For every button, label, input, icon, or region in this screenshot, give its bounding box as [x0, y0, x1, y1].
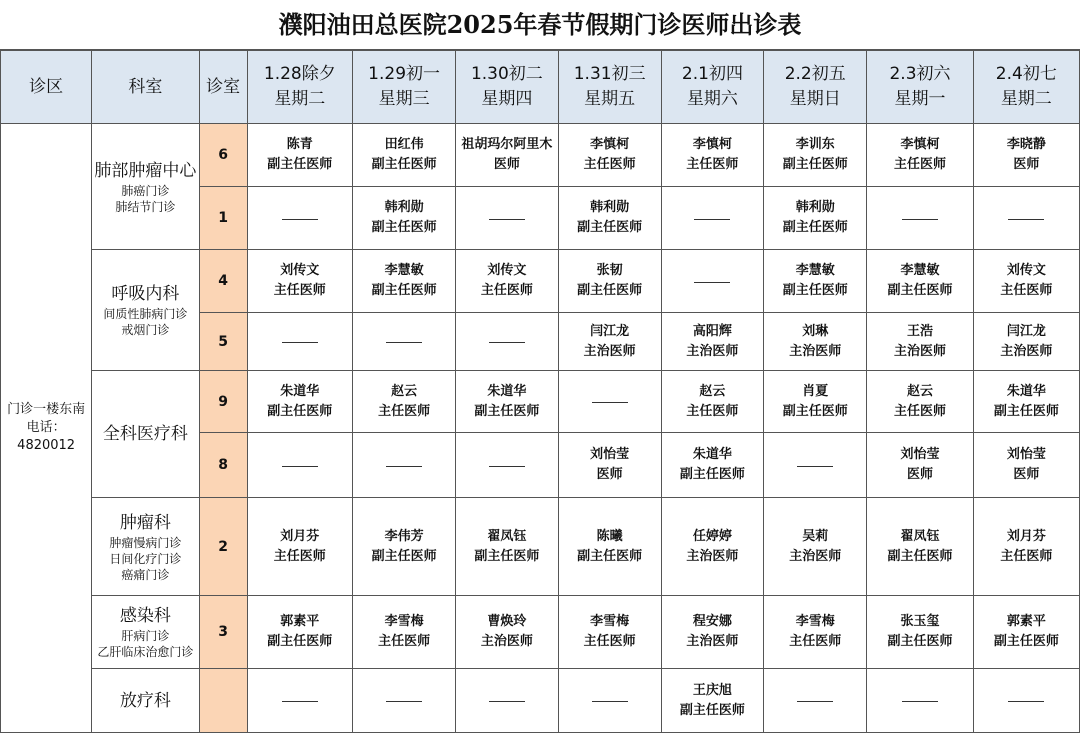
doctor-cell	[352, 371, 455, 433]
doctor-cell	[973, 124, 1079, 187]
header-day-date: 2.1初四	[681, 64, 743, 84]
doctor-title: 主治医师	[686, 343, 739, 359]
header-room: 诊室	[199, 51, 247, 124]
doctor-title: 主治医师	[789, 548, 842, 564]
doctor-cell	[456, 371, 558, 433]
doctor-name: 曹焕玲	[487, 614, 527, 629]
header-day	[352, 51, 455, 124]
doctor-cell	[764, 124, 867, 187]
doctor-cell	[558, 498, 661, 596]
doctor-title: 医师	[493, 157, 520, 172]
room-cell: 5	[199, 313, 247, 371]
doctor-title: 主任医师	[273, 283, 326, 298]
doctor-title: 医师	[906, 467, 933, 482]
doctor-name: 翟凤钰	[900, 528, 940, 544]
dept-subclinic: 戒烟门诊	[121, 323, 170, 337]
doctor-cell	[867, 596, 973, 669]
doctor-title: 主治医师	[789, 343, 842, 359]
doctor-name: 王浩	[906, 323, 933, 339]
room-cell	[199, 669, 247, 733]
doctor-cell	[352, 596, 455, 669]
header-day-date: 2.2初五	[784, 64, 846, 84]
doctor-cell	[764, 187, 867, 250]
doctor-cell	[558, 187, 661, 250]
doctor-cell	[867, 124, 973, 187]
header-day-weekday: 星期一	[894, 89, 946, 109]
doctor-cell	[247, 187, 352, 250]
header-day	[247, 51, 352, 124]
doctor-title: 副主任医师	[267, 157, 333, 172]
doctor-title: 主任医师	[1000, 548, 1053, 564]
doctor-name: 李训东	[795, 137, 835, 152]
doctor-name: 王庆旭	[692, 682, 732, 698]
doctor-title: 主任医师	[273, 548, 326, 564]
empty-dash	[386, 466, 422, 467]
doctor-name: 李慧敏	[384, 263, 424, 278]
doctor-cell	[247, 498, 352, 596]
doctor-name: 韩利勋	[590, 200, 630, 215]
doctor-name: 刘怡莹	[900, 447, 940, 462]
doctor-cell	[558, 124, 661, 187]
header-row	[1, 51, 1080, 124]
doctor-name: 郭素平	[1006, 614, 1046, 629]
dept-subclinic: 肝病门诊	[121, 629, 170, 643]
doctor-name: 朱道华	[692, 447, 732, 462]
empty-dash	[282, 466, 318, 467]
doctor-cell	[456, 498, 558, 596]
doctor-name: 翟凤钰	[487, 528, 527, 544]
doctor-name: 闫江龙	[590, 323, 630, 339]
doctor-cell	[456, 124, 558, 187]
doctor-cell	[764, 596, 867, 669]
doctor-cell	[973, 187, 1079, 250]
dept-subclinic: 间质性肺病门诊	[103, 307, 188, 321]
empty-dash	[489, 219, 525, 220]
doctor-cell	[661, 498, 763, 596]
page-title: 濮阳油田总医院2025年春节假期门诊医师出诊表	[0, 0, 1080, 50]
header-day	[558, 51, 661, 124]
doctor-title: 主任医师	[893, 157, 946, 172]
doctor-name: 朱道华	[487, 383, 527, 399]
phone-label: 电话：	[26, 420, 66, 435]
doctor-title: 副主任医师	[887, 283, 953, 298]
header-day	[867, 51, 973, 124]
doctor-name: 李慧敏	[795, 263, 835, 278]
empty-dash	[902, 219, 938, 220]
doctor-cell	[558, 313, 661, 371]
doctor-name: 李晓静	[1006, 137, 1046, 152]
doctor-title: 副主任医师	[782, 283, 848, 298]
dept-name: 感染科	[119, 606, 171, 626]
doctor-cell	[973, 250, 1079, 313]
header-day	[661, 51, 763, 124]
doctor-cell	[973, 596, 1079, 669]
doctor-name: 刘传文	[280, 263, 320, 278]
doctor-name: 田红伟	[384, 137, 424, 152]
empty-dash	[282, 219, 318, 220]
dept-subclinic: 乙肝临床治愈门诊	[97, 645, 194, 659]
doctor-name: 刘怡莹	[1006, 447, 1046, 462]
empty-dash	[694, 219, 730, 220]
header-area: 诊区	[1, 51, 92, 124]
doctor-name: 肖夏	[802, 383, 829, 399]
doctor-cell	[867, 669, 973, 733]
doctor-cell	[247, 250, 352, 313]
doctor-title: 主治医师	[686, 634, 739, 649]
doctor-name: 陈青	[286, 137, 313, 152]
doctor-cell	[558, 433, 661, 498]
doctor-title: 医师	[1013, 467, 1040, 482]
doctor-title: 主任医师	[1000, 283, 1053, 298]
doctor-cell	[973, 313, 1079, 371]
header-day-date: 1.29初一	[368, 64, 441, 84]
header-day-weekday: 星期二	[274, 89, 326, 109]
table-row	[1, 250, 1080, 313]
header-day-date: 2.3初六	[889, 64, 951, 84]
empty-dash	[386, 342, 422, 343]
empty-dash	[489, 342, 525, 343]
doctor-name: 刘传文	[487, 263, 527, 278]
doctor-cell	[456, 313, 558, 371]
doctor-title: 副主任医师	[371, 220, 437, 235]
doctor-cell	[661, 669, 763, 733]
doctor-name: 朱道华	[1006, 383, 1046, 399]
doctor-cell	[867, 371, 973, 433]
doctor-cell	[352, 433, 455, 498]
table-row	[1, 669, 1080, 733]
room-cell: 2	[199, 498, 247, 596]
doctor-name: 程安娜	[692, 614, 732, 629]
dept-name: 全科医疗科	[102, 424, 188, 444]
dept-cell	[92, 669, 199, 733]
doctor-name: 韩利勋	[384, 200, 424, 215]
doctor-name: 李慎柯	[590, 137, 630, 152]
room-cell: 8	[199, 433, 247, 498]
doctor-title: 医师	[1013, 157, 1040, 172]
dept-subclinic: 肺结节门诊	[115, 199, 176, 214]
room-cell: 3	[199, 596, 247, 669]
doctor-title: 副主任医师	[993, 634, 1059, 649]
dept-cell	[92, 498, 199, 596]
doctor-name: 闫江龙	[1006, 323, 1046, 339]
doctor-cell	[764, 433, 867, 498]
doctor-title: 副主任医师	[267, 403, 333, 419]
doctor-title: 副主任医师	[887, 634, 953, 649]
doctor-title: 副主任医师	[577, 548, 643, 564]
header-day-weekday: 星期六	[686, 89, 738, 109]
doctor-name: 李伟芳	[384, 528, 424, 544]
doctor-title: 副主任医师	[474, 548, 540, 564]
doctor-name: 张玉玺	[900, 614, 940, 629]
doctor-cell	[558, 669, 661, 733]
doctor-name: 赵云	[906, 383, 933, 399]
doctor-cell	[558, 250, 661, 313]
header-day-weekday: 星期四	[481, 89, 533, 109]
doctor-cell	[764, 371, 867, 433]
doctor-title: 副主任医师	[474, 403, 540, 419]
area-cell	[1, 124, 92, 733]
doctor-cell	[456, 433, 558, 498]
doctor-title: 副主任医师	[887, 548, 953, 564]
doctor-name: 祖胡玛尔阿里木	[461, 137, 553, 152]
doctor-title: 副主任医师	[371, 283, 437, 298]
doctor-cell	[352, 313, 455, 371]
doctor-cell	[867, 187, 973, 250]
doctor-name: 张韧	[596, 263, 623, 278]
area-location: 门诊一楼东南	[7, 402, 86, 417]
doctor-title: 副主任医师	[782, 220, 848, 235]
header-day-date: 1.31初三	[573, 64, 646, 84]
doctor-title: 副主任医师	[782, 403, 848, 419]
header-dept: 科室	[92, 51, 199, 124]
doctor-title: 副主任医师	[371, 157, 437, 172]
doctor-cell	[973, 498, 1079, 596]
doctor-title: 主治医师	[583, 343, 636, 359]
doctor-name: 任婷婷	[692, 528, 732, 544]
doctor-cell	[661, 371, 763, 433]
doctor-name: 李雪梅	[384, 614, 424, 629]
doctor-title: 医师	[596, 467, 623, 482]
dept-name: 肺部肿瘤中心	[94, 160, 197, 181]
doctor-title: 主任医师	[893, 403, 946, 419]
doctor-title: 副主任医师	[993, 403, 1059, 419]
header-day	[456, 51, 558, 124]
header-day	[973, 51, 1079, 124]
dept-name: 肿瘤科	[119, 512, 171, 533]
doctor-name: 郭素平	[280, 614, 320, 629]
header-day	[764, 51, 867, 124]
doctor-name: 吴莉	[802, 528, 829, 544]
room-cell: 6	[199, 124, 247, 187]
header-day-weekday: 星期二	[1000, 89, 1052, 109]
doctor-cell	[558, 596, 661, 669]
doctor-cell	[456, 596, 558, 669]
dept-name: 呼吸内科	[111, 284, 180, 304]
dept-cell	[92, 596, 199, 669]
table-row	[1, 498, 1080, 596]
header-day-weekday: 星期三	[378, 89, 430, 109]
doctor-name: 赵云	[699, 383, 726, 399]
schedule-table	[0, 50, 1080, 733]
doctor-cell	[247, 124, 352, 187]
header-day-date: 1.28除夕	[263, 64, 336, 84]
doctor-name: 陈曦	[596, 528, 623, 544]
doctor-cell	[247, 433, 352, 498]
empty-dash	[797, 466, 833, 467]
doctor-title: 主任医师	[686, 403, 739, 419]
doctor-cell	[456, 187, 558, 250]
doctor-title: 副主任医师	[679, 702, 745, 718]
doctor-name: 李慧敏	[900, 263, 940, 278]
room-cell: 1	[199, 187, 247, 250]
doctor-cell	[352, 669, 455, 733]
dept-name: 放疗科	[119, 690, 171, 711]
doctor-cell	[352, 498, 455, 596]
doctor-title: 副主任医师	[371, 548, 437, 564]
empty-dash	[489, 466, 525, 467]
doctor-cell	[867, 433, 973, 498]
doctor-cell	[764, 498, 867, 596]
empty-dash	[797, 701, 833, 702]
doctor-cell	[247, 669, 352, 733]
doctor-title: 主任医师	[686, 157, 739, 172]
empty-dash	[1008, 701, 1044, 702]
doctor-cell	[973, 669, 1079, 733]
empty-dash	[282, 701, 318, 702]
doctor-title: 主任医师	[789, 634, 842, 649]
header-day-weekday: 星期日	[789, 89, 841, 109]
doctor-name: 刘琳	[802, 323, 829, 339]
header-day-date: 2.4初七	[995, 64, 1057, 84]
doctor-cell	[661, 433, 763, 498]
empty-dash	[592, 402, 628, 403]
doctor-name: 刘怡莹	[590, 447, 630, 462]
doctor-title: 主任医师	[583, 634, 636, 649]
doctor-title: 主任医师	[378, 634, 431, 649]
doctor-title: 主治医师	[686, 548, 739, 564]
doctor-cell	[247, 596, 352, 669]
empty-dash	[282, 342, 318, 343]
doctor-title: 主任医师	[480, 283, 533, 298]
doctor-cell	[867, 313, 973, 371]
doctor-title: 主治医师	[1000, 343, 1053, 359]
doctor-cell	[247, 371, 352, 433]
doctor-name: 刘月芬	[280, 528, 320, 544]
doctor-cell	[661, 124, 763, 187]
doctor-title: 副主任医师	[577, 283, 643, 298]
empty-dash	[592, 701, 628, 702]
doctor-title: 主治医师	[480, 634, 533, 649]
empty-dash	[694, 282, 730, 283]
doctor-cell	[973, 433, 1079, 498]
doctor-cell	[352, 187, 455, 250]
room-cell: 9	[199, 371, 247, 433]
doctor-title: 主任医师	[583, 157, 636, 172]
doctor-title: 副主任医师	[267, 634, 333, 649]
table-row	[1, 596, 1080, 669]
header-day-weekday: 星期五	[584, 89, 636, 109]
empty-dash	[1008, 219, 1044, 220]
doctor-title: 主治医师	[893, 343, 946, 359]
doctor-name: 高阳辉	[692, 323, 732, 339]
dept-subclinic: 肺癌门诊	[121, 183, 170, 198]
empty-dash	[386, 701, 422, 702]
doctor-cell	[764, 250, 867, 313]
doctor-cell	[661, 313, 763, 371]
empty-dash	[489, 701, 525, 702]
dept-cell	[92, 124, 199, 250]
doctor-cell	[661, 250, 763, 313]
doctor-name: 朱道华	[280, 383, 320, 399]
doctor-cell	[247, 313, 352, 371]
doctor-cell	[352, 124, 455, 187]
doctor-cell	[867, 498, 973, 596]
doctor-title: 主任医师	[378, 403, 431, 419]
doctor-cell	[764, 669, 867, 733]
table-row	[1, 124, 1080, 187]
doctor-cell	[456, 250, 558, 313]
doctor-cell	[558, 371, 661, 433]
doctor-name: 刘月芬	[1006, 528, 1046, 544]
doctor-cell	[973, 371, 1079, 433]
dept-cell	[92, 371, 199, 498]
doctor-name: 李慎柯	[900, 137, 940, 152]
dept-subclinic: 肿瘤慢病门诊	[109, 535, 182, 550]
doctor-cell	[764, 313, 867, 371]
doctor-name: 刘传文	[1006, 263, 1046, 278]
phone-number: 4820012	[17, 438, 76, 453]
header-day-date: 1.30初二	[470, 64, 543, 84]
empty-dash	[902, 701, 938, 702]
doctor-cell	[456, 669, 558, 733]
room-cell: 4	[199, 250, 247, 313]
doctor-title: 副主任医师	[679, 467, 745, 482]
doctor-cell	[867, 250, 973, 313]
dept-subclinic: 日间化疗门诊	[109, 551, 182, 566]
doctor-title: 副主任医师	[577, 220, 643, 235]
doctor-name: 韩利勋	[795, 200, 835, 215]
doctor-name: 李慎柯	[692, 137, 732, 152]
doctor-cell	[661, 596, 763, 669]
doctor-cell	[661, 187, 763, 250]
doctor-name: 李雪梅	[795, 614, 835, 629]
dept-cell	[92, 250, 199, 371]
dept-subclinic: 癌痛门诊	[121, 567, 170, 582]
table-row	[1, 371, 1080, 433]
doctor-name: 赵云	[391, 383, 418, 399]
doctor-name: 李雪梅	[590, 614, 630, 629]
doctor-title: 副主任医师	[782, 157, 848, 172]
doctor-cell	[352, 250, 455, 313]
